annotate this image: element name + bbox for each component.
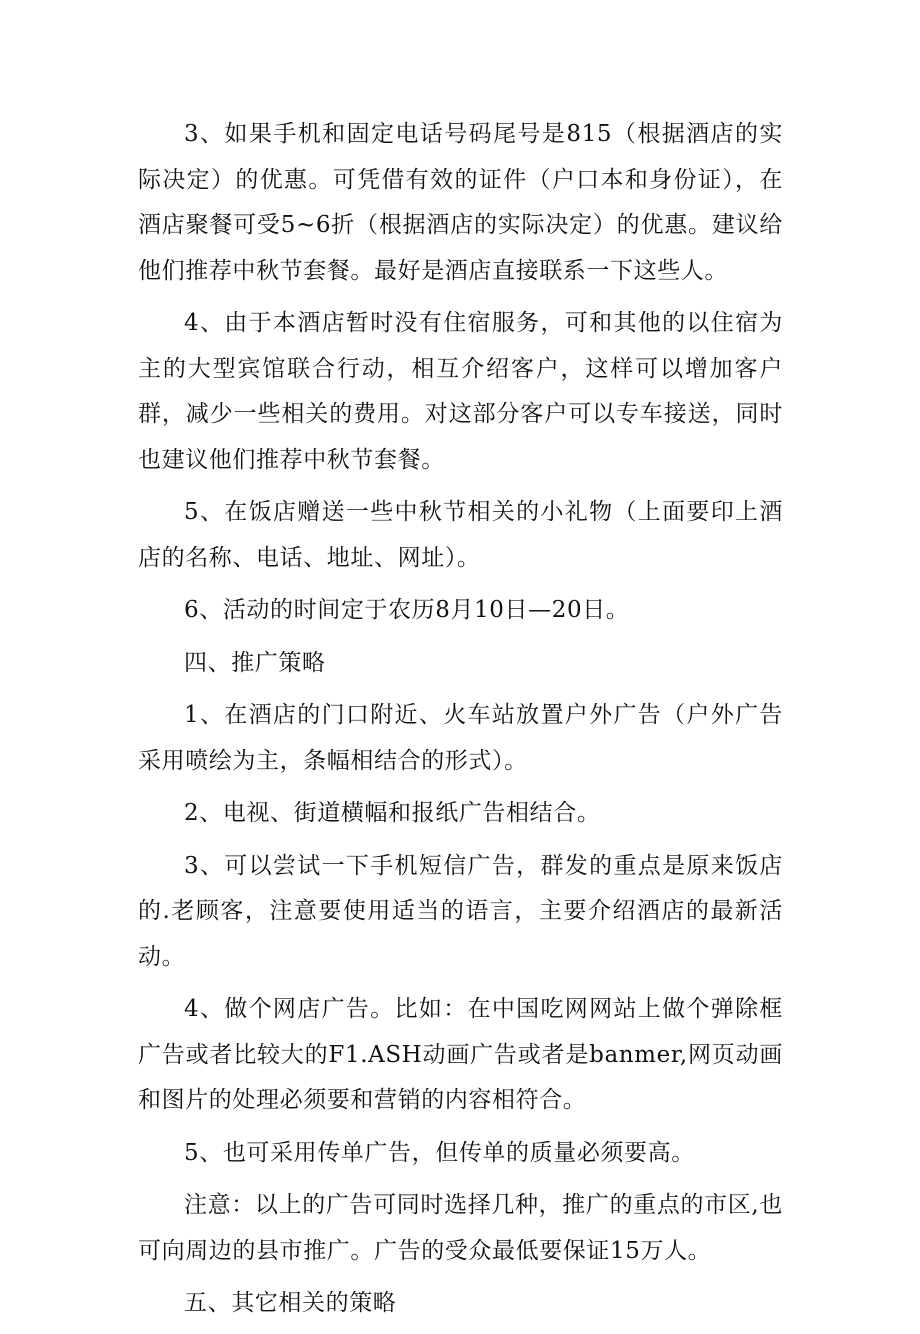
paragraph-sms-ads: 3、可以尝试一下手机短信广告，群发的重点是原来饭店的.老顾客，注意要使用适当的语言，主要介绍酒店的最新活动。 bbox=[138, 852, 783, 970]
paragraph-event-time: 6、活动的时间定于农历8月10日—20日。 bbox=[184, 597, 630, 623]
paragraph-flyer-ads: 5、也可采用传单广告，但传单的质量必须要高。 bbox=[184, 1139, 695, 1166]
paragraph-outdoor-ads: 1、在酒店的门口附近、火车站放置户外广告（户外广告采用喷绘为主，条幅相结合的形式）。 bbox=[138, 702, 783, 774]
section-heading-promotion: 四、推广策略 bbox=[184, 649, 326, 676]
paragraph-gifts: 5、在饭店赠送一些中秋节相关的小礼物（上面要印上酒店的名称、电话、地址、网址）。 bbox=[138, 499, 783, 571]
document-body bbox=[138, 112, 783, 1334]
paragraph-note: 注意：以上的广告可同时选择几种，推广的重点的市区,也可向周边的县市推广。广告的受众最低要保证15万人。 bbox=[138, 1192, 783, 1264]
paragraph-online-ads: 4、做个网店广告。比如：在中国吃网网站上做个弹除框广告或者比较大的F1.ASH动画广告或者是banmer,网页动画和图片的处理必须要和营销的内容相符合。 bbox=[138, 996, 783, 1113]
paragraph-tv-ads: 2、电视、街道横幅和报纸广告相结合。 bbox=[184, 800, 601, 826]
section-heading-other: 五、其它相关的策略 bbox=[184, 1290, 397, 1316]
paragraph-discount-phone: 3、如果手机和固定电话号码尾号是815（根据酒店的实际决定）的优惠。可凭借有效的证件（户口本和身份证），在酒店聚餐可受5~6折（根据酒店的实际决定）的优惠。建议给他们推荐中秋节套餐。最好是酒店直接联系一下这些人。 bbox=[138, 121, 783, 284]
paragraph-hotel-alliance: 4、由于本酒店暂时没有住宿服务，可和其他的以住宿为主的大型宾馆联合行动，相互介绍客户，这样可以增加客户群，减少一些相关的费用。对这部分客户可以专车接送，同时也建议他们推荐中秋节套餐。 bbox=[138, 310, 783, 473]
